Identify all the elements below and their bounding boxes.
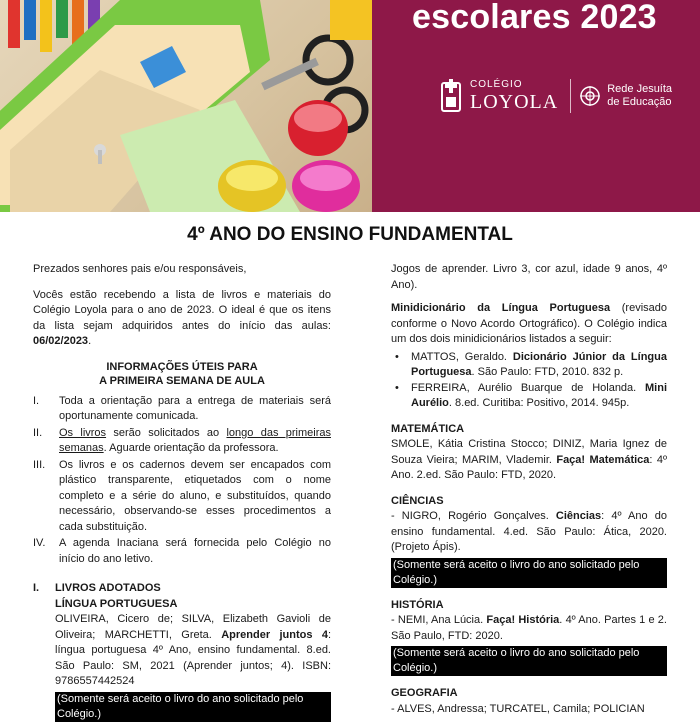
book-details: : 4º Ano do ensino fundamental. 4.ed. São Paulo: Ática, 2020. (Projeto Ápis). — [391, 510, 667, 553]
dictionary-book-title: Dicionário Júnior da Língua Portuguesa — [411, 350, 667, 378]
banner-title: escolares 2023 — [412, 0, 657, 36]
network-name-line2: de Educação — [607, 96, 672, 108]
loyola-crest-icon — [440, 79, 462, 113]
intro-text: Vocês estão recebendo a lista de livros e materiais do Colégio Loyola para o ano de 2023. O ideal é que os itens da lista sejam adquiridos antes do início das aulas: — [33, 288, 331, 332]
info-item-number: IV. — [33, 537, 46, 549]
info-item — [33, 426, 331, 457]
info-list — [33, 394, 331, 568]
dictionary-author: MATTOS, Geraldo. — [411, 350, 513, 363]
bullet-icon: • — [395, 350, 399, 363]
dictionary-list — [391, 350, 667, 412]
books-section-number: I. — [33, 582, 40, 594]
history-book-ref — [391, 613, 667, 644]
info-item — [33, 394, 331, 425]
book-authors: - NIGRO, Rogério Gonçalves. — [391, 510, 556, 522]
portuguese-book-ref — [55, 612, 331, 690]
book-authors: SMOLE, Kátia Cristina Stocco; DINIZ, Maria Ignez de Souza Vieira; MARIM, Vlademir. — [391, 438, 667, 466]
portuguese-heading: LÍNGUA PORTUGUESA — [55, 597, 178, 610]
info-heading — [33, 360, 331, 388]
book-authors: - NEMI, Ana Lúcia. — [391, 614, 487, 626]
right-column — [391, 262, 667, 717]
books-section-title: LIVROS ADOTADOS — [55, 582, 161, 594]
info-item-plain: serão solicitados ao — [106, 426, 227, 439]
greeting: Prezados senhores pais e/ou responsáveis, — [33, 263, 247, 275]
info-item — [33, 458, 331, 536]
header-banner — [0, 0, 700, 212]
info-item-text: Toda a orientação para a entrega de materiais será oportunamente comunicada. — [59, 394, 331, 422]
network-name-line1: Rede Jesuíta — [607, 83, 673, 95]
book-title: Ciências — [555, 510, 602, 522]
dictionary-item — [391, 350, 667, 381]
intro-paragraph: Vocês estão recebendo a lista de livros e materiais do Colégio Loyola para o ano de 2023. O ideal é que os itens da lista sejam adquiridos antes do início das aulas: 06/02/2023. — [33, 288, 331, 347]
info-item-plain: . Aguarde orientação da professora. — [103, 442, 279, 454]
info-item-underlined: Os livros — [59, 426, 107, 439]
dictionary-text: (revisado conforme o Novo Acordo Ortográfico). O Colégio indica um dos dois minidicionários listados a seguir: — [391, 302, 668, 345]
info-item-text — [59, 426, 331, 457]
school-logo — [440, 74, 672, 118]
portuguese-section — [33, 597, 331, 722]
info-item-number: I. — [33, 394, 40, 407]
intro-date: 06/02/2023 — [33, 335, 89, 347]
geography-book-ref: - ALVES, Andressa; TURCATEL, Camila; POLICIAN — [391, 702, 645, 715]
document-title: 4º ANO DO ENSINO FUNDAMENTAL — [187, 224, 513, 245]
info-heading-line1: INFORMAÇÕES ÚTEIS PARA — [106, 360, 258, 373]
dictionary-title: Minidicionário da Língua Portuguesa — [391, 302, 611, 314]
geography-heading: GEOGRAFIA — [391, 687, 458, 699]
left-column — [33, 262, 331, 722]
info-item-number: II. — [33, 426, 43, 439]
science-book-ref — [391, 509, 667, 556]
continuation-text: Jogos de aprender. Livro 3, cor azul, idade 9 anos, 4º Ano). — [391, 263, 667, 291]
logo-school-name: LOYOLA — [470, 91, 559, 113]
book-note: (Somente será aceito o livro do ano solicitado pelo Colégio.) — [55, 692, 331, 722]
history-heading: HISTÓRIA — [391, 598, 444, 611]
science-heading: CIÊNCIAS — [391, 494, 444, 507]
info-heading-line2: A PRIMEIRA SEMANA DE AULA — [99, 374, 265, 387]
books-section-heading — [33, 581, 331, 597]
book-title: Aprender juntos 4 — [221, 628, 328, 641]
logo-divider — [570, 79, 571, 113]
info-item-number: III. — [33, 458, 46, 471]
info-item — [33, 536, 331, 567]
dictionary-paragraph — [391, 301, 667, 348]
rede-jesuita-emblem-icon — [579, 85, 601, 107]
dictionary-details: . 8.ed. Curitiba: Positivo, 2014. 945p. — [448, 397, 630, 409]
logo-college-label: COLÉGIO — [470, 79, 523, 90]
book-details: : 4º Ano. 2.ed. São Paulo: FTD, 2020. — [391, 453, 667, 481]
math-book-ref — [391, 437, 667, 484]
school-supplies-illustration — [0, 0, 372, 212]
book-note: (Somente será aceito o livro do ano solicitado pelo Colégio.) — [391, 646, 667, 676]
info-item-underlined: longo das primeiras semanas — [59, 426, 331, 454]
info-item-text: Os livros e os cadernos devem ser encapados com plástico transparente, etiquetados com o nome completo e a série do aluno, e substituídos, quando necessário, observando-se esses procedimentos a cada substituição. — [59, 458, 331, 533]
book-details: . 4º Ano. Partes 1 e 2. São Paulo, FTD: 2020. — [391, 614, 667, 642]
book-title: Faça! História — [486, 614, 560, 626]
dictionary-author: FERREIRA, Aurélio Buarque de Holanda. — [411, 381, 645, 394]
school-supplies-photo — [0, 0, 372, 212]
dictionary-book-title: Mini Aurélio — [411, 381, 667, 409]
bullet-icon: • — [395, 381, 399, 394]
book-title: Faça! Matemática — [556, 453, 650, 466]
math-heading: MATEMÁTICA — [391, 422, 465, 435]
book-authors: OLIVEIRA, Cicero de; SILVA, Elizabeth Gavioli de Oliveira; MARCHETTI, Greta. — [55, 613, 331, 641]
book-details: : língua portuguesa 4º Ano, ensino fundamental. 8.ed. São Paulo: SM, 2021 (Aprender juntos; 4). ISBN: 9786557442524 — [55, 628, 332, 687]
dictionary-details: . São Paulo: FTD, 2010. 832 p. — [471, 366, 624, 378]
info-item-text: A agenda Inaciana será fornecida pelo Colégio no início do ano letivo. — [59, 537, 331, 565]
dictionary-item — [391, 381, 667, 412]
book-note: (Somente será aceito o livro do ano solicitado pelo Colégio.) — [391, 558, 667, 588]
